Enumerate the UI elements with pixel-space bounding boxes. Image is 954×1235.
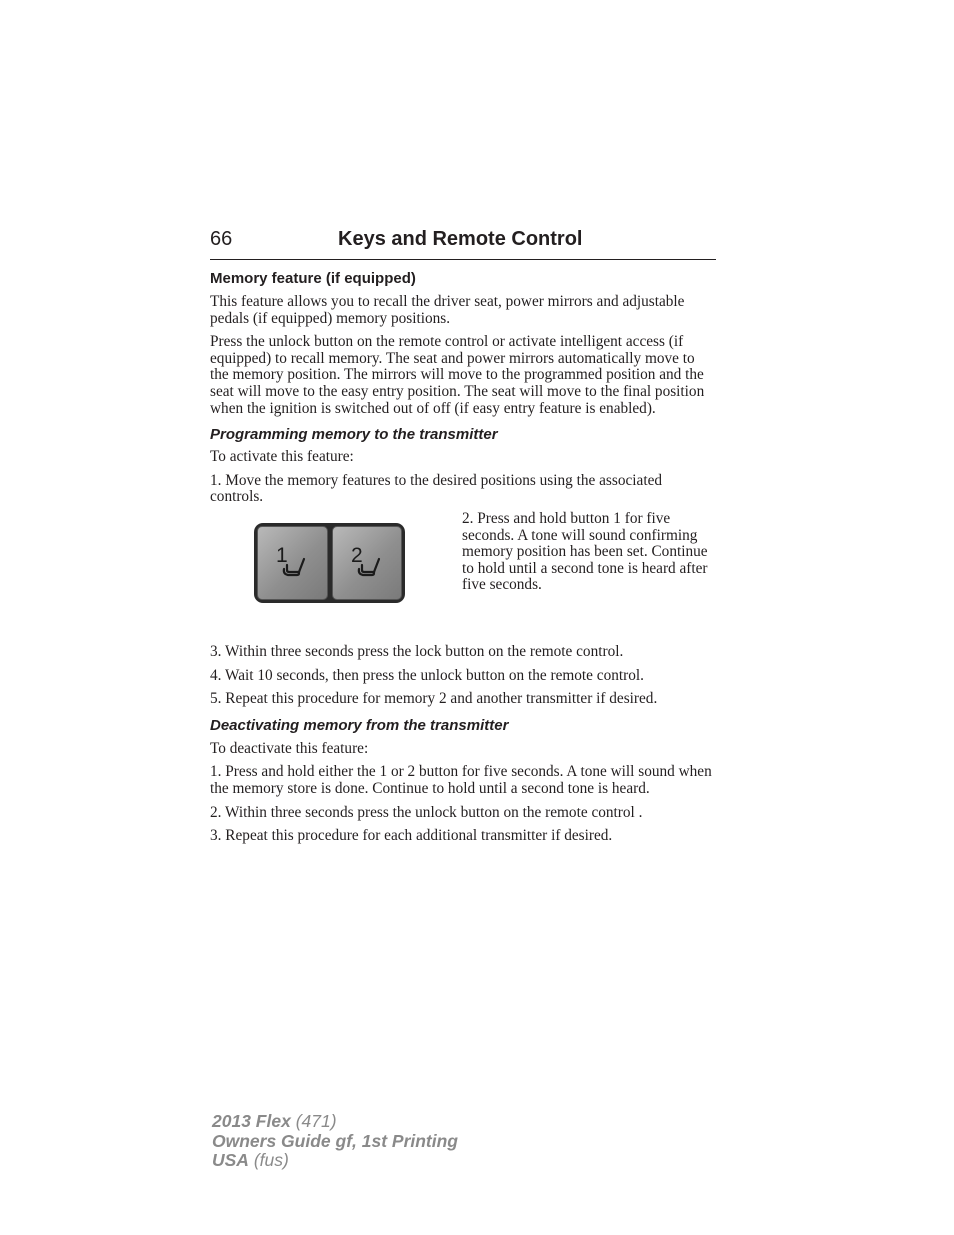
memory-button-panel [254, 523, 405, 603]
programming-step4: 4. Wait 10 seconds, then press the unlock button on the remote control. [210, 666, 644, 684]
memory-button-1 [257, 526, 328, 600]
deactivating-step3: 3. Repeat this procedure for each additional transmitter if desired. [210, 827, 613, 845]
footer-model-code: (471) [295, 1111, 337, 1131]
manual-page [210, 228, 716, 845]
figure-row [210, 511, 716, 629]
figure-text [462, 511, 716, 594]
programming-heading: Programming memory to the transmitter [210, 426, 498, 444]
programming-intro: To activate this feature: [210, 448, 354, 466]
seat-icon [345, 543, 389, 583]
programming-step5: 5. Repeat this procedure for memory 2 and another transmitter if desired. [210, 690, 658, 708]
deactivating-intro: To deactivate this feature: [210, 739, 369, 757]
memory-feature-para1: This feature allows you to recall the driver seat, power mirrors and adjustable pedals (if equipped) memory positions. [210, 293, 685, 327]
footer-market-code: (fus) [253, 1150, 289, 1170]
page-footer [212, 1112, 458, 1171]
memory-feature-heading: Memory feature (if equipped) [210, 270, 416, 287]
programming-step3: 3. Within three seconds press the lock button on the remote control. [210, 642, 624, 660]
deactivating-heading: Deactivating memory from the transmitter [210, 716, 509, 734]
page-number: 66 [210, 228, 233, 250]
deactivating-step1: 1. Press and hold either the 1 or 2 button for five seconds. A tone will sound when the memory store is done. Continue to hold until a second tone is heard. [210, 763, 712, 797]
seat-icon [270, 543, 314, 583]
programming-step1: 1. Move the memory features to the desired positions using the associated controls. [210, 471, 663, 506]
programming-step2: 2. Press and hold button 1 for five seconds. A tone will sound confirming memory position has been set. Continue to hold until a second tone is heard after five seconds. [462, 509, 708, 594]
memory-button-1-label: 1 [276, 543, 288, 567]
footer-market: USA [212, 1150, 249, 1170]
memory-buttons-figure [210, 511, 462, 629]
memory-button-2 [332, 526, 403, 600]
page-header [210, 228, 716, 260]
memory-button-2-label: 2 [350, 543, 363, 567]
footer-model: 2013 Flex [212, 1111, 291, 1131]
footer-guide: Owners Guide gf, 1st Printing [212, 1130, 458, 1151]
memory-feature-para2: Press the unlock button on the remote control or activate intelligent access (if equipped) to recall memory. The seat and power mirrors automatically move to the memory position. The mirrors will move to the programmed position and the seat will move to the easy entry position. The seat will move to the final position when the ignition is switched out of off (if easy entry feature is enabled). [210, 333, 705, 417]
deactivating-step2: 2. Within three seconds press the unlock button on the remote control . [210, 803, 643, 821]
section-title: Keys and Remote Control [338, 228, 583, 250]
